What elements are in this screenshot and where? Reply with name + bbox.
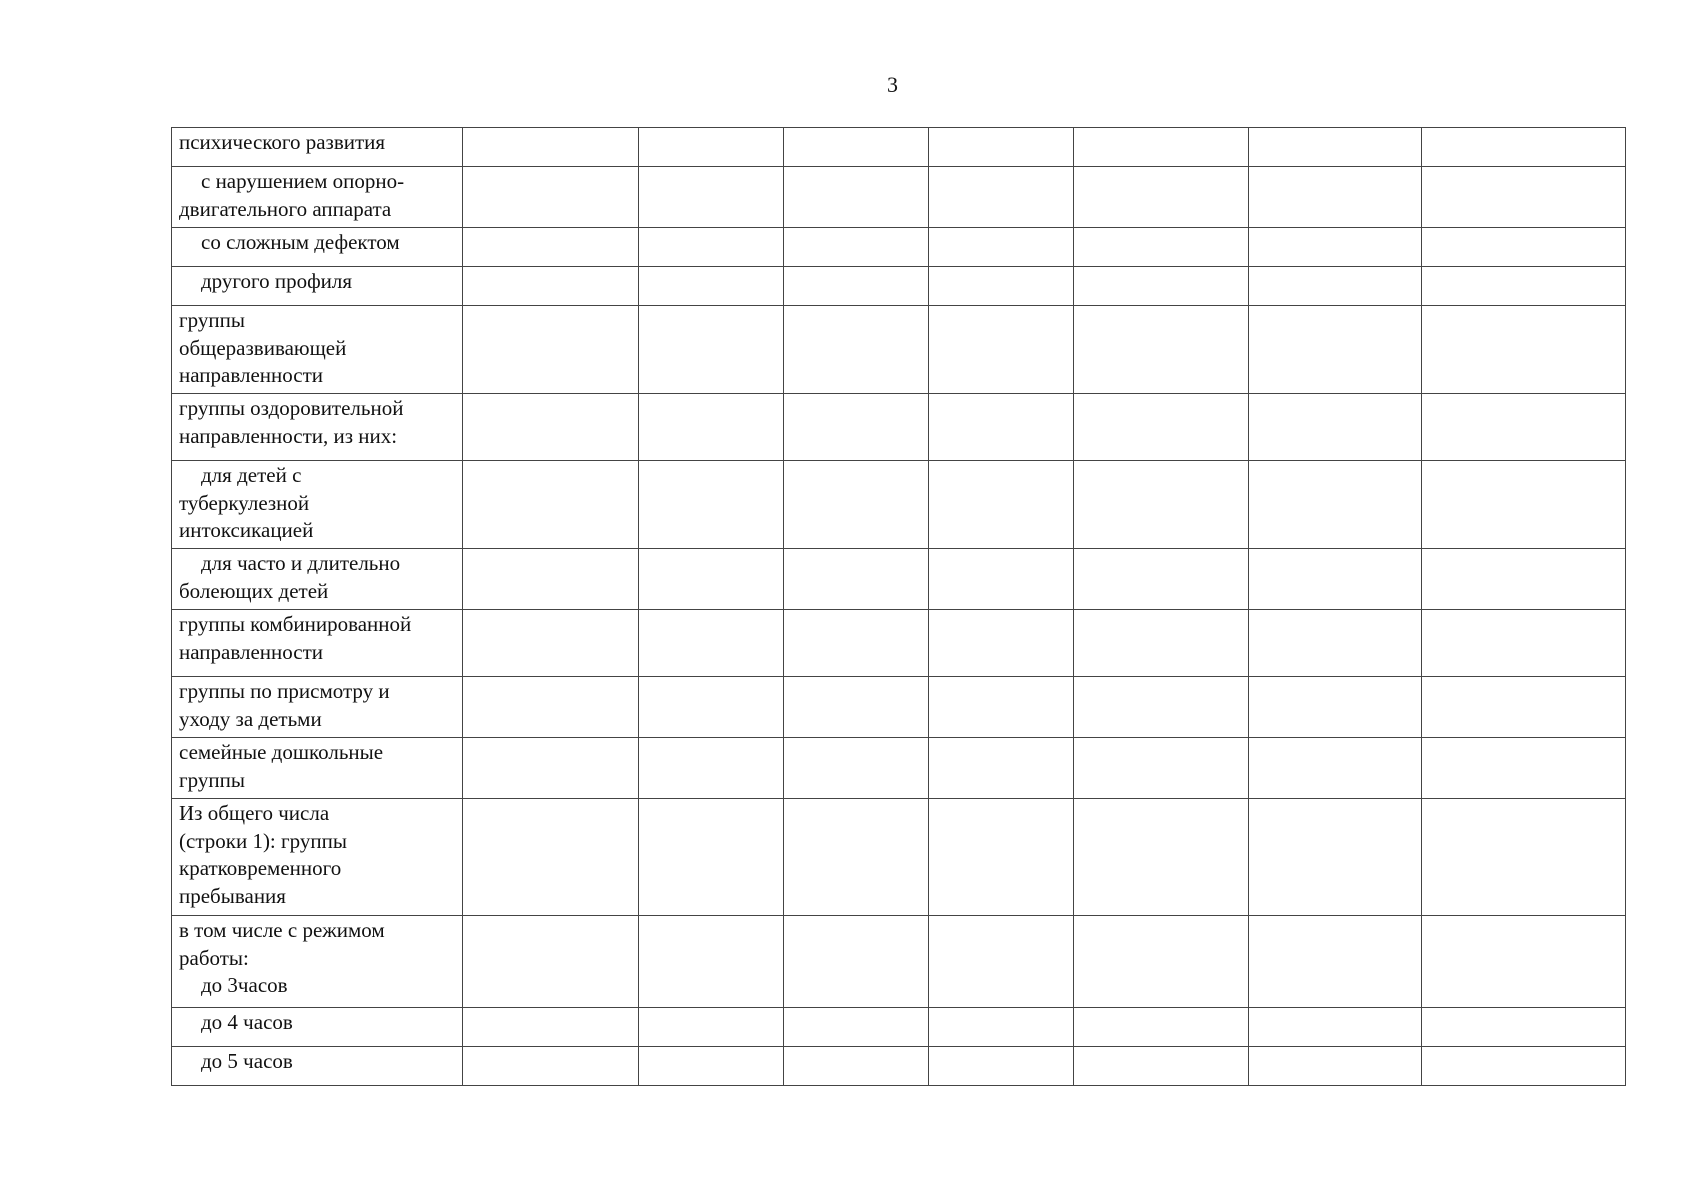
empty-cell (463, 738, 639, 799)
empty-cell (463, 916, 639, 1008)
empty-cell (639, 610, 784, 677)
empty-cell (1422, 549, 1626, 610)
empty-cell (1249, 916, 1422, 1008)
table-row (172, 394, 1626, 461)
row-label (172, 128, 463, 167)
empty-cell (1074, 394, 1249, 461)
row-label-line: общеразвивающей (179, 335, 347, 360)
empty-cell (1074, 167, 1249, 228)
row-label-line: Из общего числа (179, 801, 330, 825)
empty-cell (1422, 394, 1626, 461)
empty-cell (1249, 799, 1422, 916)
empty-cell (639, 228, 784, 267)
row-label-line: со сложным дефектом (201, 230, 400, 254)
empty-cell (784, 128, 929, 167)
empty-cell (1249, 1047, 1422, 1086)
empty-cell (463, 128, 639, 167)
row-label-line: группы по присмотру и (179, 679, 390, 703)
row-label-line: группы (179, 767, 245, 792)
empty-cell (1422, 461, 1626, 549)
empty-cell (463, 610, 639, 677)
row-label (172, 738, 463, 799)
empty-cell (784, 306, 929, 394)
empty-cell (929, 167, 1074, 228)
row-label-line: направленности, из них: (179, 423, 398, 448)
empty-cell (1249, 738, 1422, 799)
empty-cell (784, 267, 929, 306)
empty-cell (1249, 128, 1422, 167)
empty-cell (1074, 1047, 1249, 1086)
row-label-line: семейные дошкольные (179, 740, 384, 764)
empty-cell (929, 610, 1074, 677)
row-label (172, 916, 463, 1008)
row-label (172, 461, 463, 549)
empty-cell (1074, 916, 1249, 1008)
empty-cell (1074, 128, 1249, 167)
row-label (172, 1008, 463, 1047)
empty-cell (1422, 916, 1626, 1008)
row-label (172, 549, 463, 610)
empty-cell (1249, 1008, 1422, 1047)
empty-cell (1074, 610, 1249, 677)
empty-cell (929, 228, 1074, 267)
empty-cell (784, 677, 929, 738)
empty-cell (784, 916, 929, 1008)
empty-cell (639, 738, 784, 799)
empty-cell (784, 738, 929, 799)
table-row (172, 167, 1626, 228)
row-label (172, 167, 463, 228)
row-label-line: до 5 часов (201, 1049, 293, 1073)
empty-cell (639, 128, 784, 167)
row-label-line: работы: (179, 945, 249, 970)
empty-cell (929, 1047, 1074, 1086)
empty-cell (929, 1008, 1074, 1047)
row-label-line: интоксикацией (179, 518, 314, 542)
empty-cell (1074, 549, 1249, 610)
empty-cell (1074, 1008, 1249, 1047)
empty-cell (463, 306, 639, 394)
row-label-line: группы (179, 308, 245, 332)
row-label-line: пребывания (179, 883, 286, 908)
empty-cell (784, 1008, 929, 1047)
row-label-line: для детей с (201, 463, 302, 487)
empty-cell (1422, 1047, 1626, 1086)
empty-cell (784, 167, 929, 228)
empty-cell (463, 1008, 639, 1047)
row-label-line: до 3часов (201, 973, 288, 997)
empty-cell (639, 167, 784, 228)
empty-cell (463, 167, 639, 228)
empty-cell (639, 799, 784, 916)
empty-cell (1249, 677, 1422, 738)
empty-cell (784, 799, 929, 916)
empty-cell (1422, 306, 1626, 394)
row-label (172, 267, 463, 306)
row-label (172, 1047, 463, 1086)
row-label-line: для часто и длительно (201, 551, 401, 575)
empty-cell (1074, 267, 1249, 306)
empty-cell (639, 1008, 784, 1047)
empty-cell (929, 799, 1074, 916)
row-label (172, 306, 463, 394)
row-label-line: группы комбинированной (179, 612, 412, 636)
table-row (172, 677, 1626, 738)
empty-cell (1074, 799, 1249, 916)
empty-cell (1074, 306, 1249, 394)
empty-cell (784, 228, 929, 267)
empty-cell (784, 1047, 929, 1086)
row-label (172, 394, 463, 461)
empty-cell (1249, 267, 1422, 306)
empty-cell (639, 1047, 784, 1086)
empty-cell (929, 738, 1074, 799)
page-number: 3 (887, 72, 898, 97)
empty-cell (639, 394, 784, 461)
empty-cell (1422, 610, 1626, 677)
table-row (172, 738, 1626, 799)
row-label-line: двигательного аппарата (179, 196, 392, 221)
empty-cell (1249, 228, 1422, 267)
empty-cell (1249, 167, 1422, 228)
table-row (172, 549, 1626, 610)
empty-cell (1249, 394, 1422, 461)
table-row (172, 799, 1626, 916)
empty-cell (1422, 738, 1626, 799)
empty-cell (1249, 610, 1422, 677)
empty-cell (1074, 738, 1249, 799)
row-label-line: до 4 часов (201, 1010, 293, 1034)
empty-cell (784, 610, 929, 677)
empty-cell (929, 549, 1074, 610)
empty-cell (929, 267, 1074, 306)
empty-cell (1074, 228, 1249, 267)
empty-cell (929, 394, 1074, 461)
empty-cell (784, 461, 929, 549)
empty-cell (784, 394, 929, 461)
empty-cell (1422, 799, 1626, 916)
empty-cell (1249, 461, 1422, 549)
empty-cell (1249, 549, 1422, 610)
form-table (171, 127, 1626, 1086)
row-label-line: (строки 1): группы (179, 828, 347, 853)
row-label-line: группы оздоровительной (179, 396, 404, 420)
empty-cell (1249, 306, 1422, 394)
row-label-line: в том числе с режимом (179, 918, 385, 942)
empty-cell (463, 461, 639, 549)
empty-cell (463, 1047, 639, 1086)
table-row (172, 267, 1626, 306)
row-label-line: туберкулезной (179, 490, 310, 515)
table-row (172, 128, 1626, 167)
table-row (172, 916, 1626, 1008)
empty-cell (639, 461, 784, 549)
empty-cell (784, 549, 929, 610)
empty-cell (639, 916, 784, 1008)
empty-cell (929, 916, 1074, 1008)
empty-cell (463, 549, 639, 610)
empty-cell (463, 267, 639, 306)
empty-cell (463, 394, 639, 461)
row-label (172, 610, 463, 677)
empty-cell (1074, 677, 1249, 738)
empty-cell (929, 306, 1074, 394)
empty-cell (463, 228, 639, 267)
table-row (172, 228, 1626, 267)
table-row (172, 306, 1626, 394)
empty-cell (1074, 461, 1249, 549)
row-label-line: уходу за детьми (179, 706, 322, 731)
table-row (172, 610, 1626, 677)
empty-cell (1422, 167, 1626, 228)
empty-cell (639, 549, 784, 610)
empty-cell (463, 677, 639, 738)
row-label-line: с нарушением опорно- (201, 169, 405, 193)
empty-cell (929, 677, 1074, 738)
row-label (172, 677, 463, 738)
empty-cell (639, 677, 784, 738)
row-label (172, 799, 463, 916)
table-row (172, 1008, 1626, 1047)
empty-cell (1422, 677, 1626, 738)
table-row (172, 461, 1626, 549)
row-label (172, 228, 463, 267)
empty-cell (639, 267, 784, 306)
empty-cell (1422, 228, 1626, 267)
empty-cell (1422, 1008, 1626, 1047)
empty-cell (1422, 128, 1626, 167)
row-label-line: болеющих детей (179, 578, 329, 603)
row-label-line: направленности (179, 639, 324, 664)
empty-cell (639, 306, 784, 394)
table-row (172, 1047, 1626, 1086)
empty-cell (463, 799, 639, 916)
row-label-line: направленности (179, 363, 324, 387)
row-label-line: психического развития (179, 130, 386, 154)
empty-cell (929, 461, 1074, 549)
row-label-line: другого профиля (201, 269, 353, 293)
row-label-line: кратковременного (179, 856, 342, 880)
empty-cell (1422, 267, 1626, 306)
empty-cell (929, 128, 1074, 167)
